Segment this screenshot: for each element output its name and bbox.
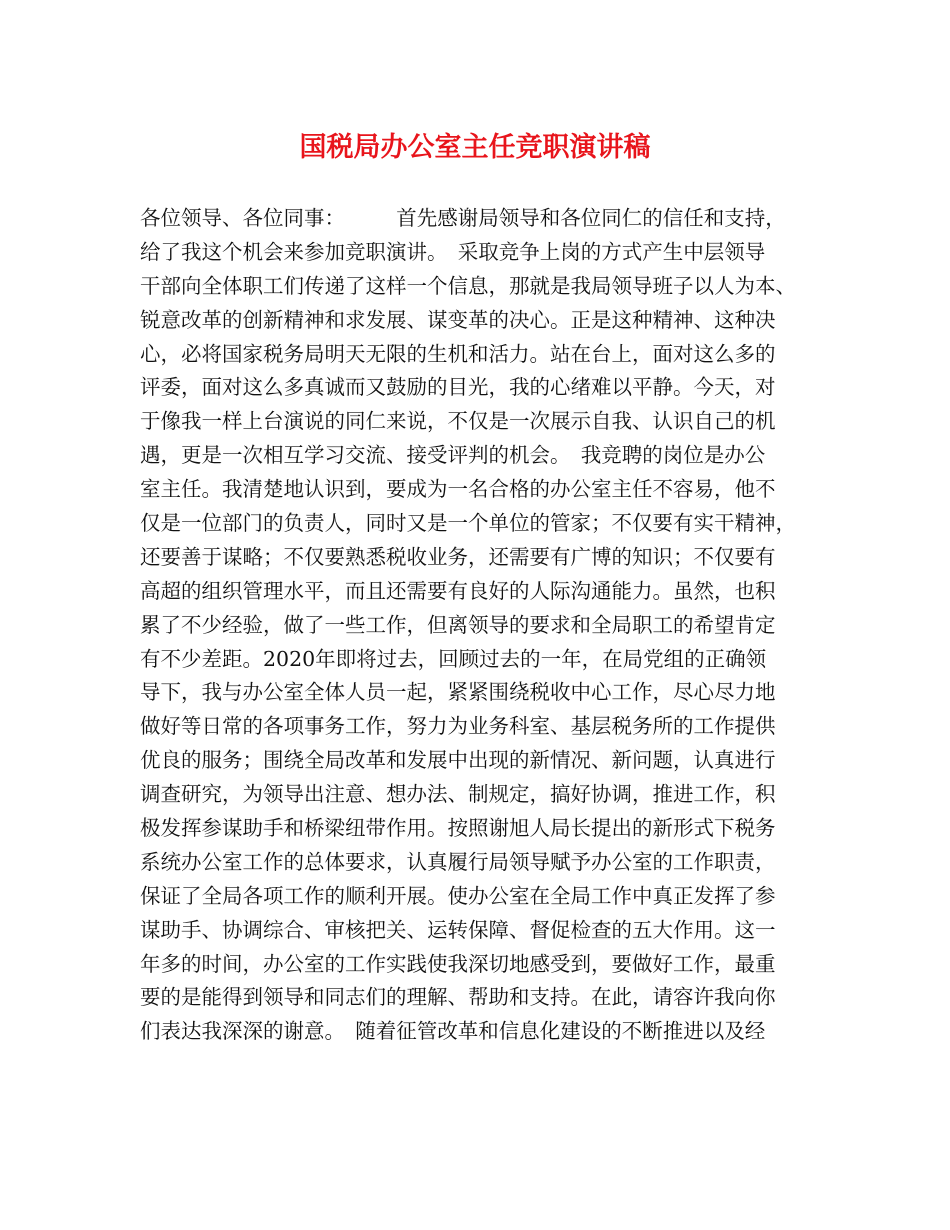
body-line-3: 干部向全体职工们传递了这样一个信息，那就是我局领导班子以人为本、 [140,273,796,298]
body-line-2: 给了我这个机会来参加竞职演讲。 采取竞争上岗的方式产生中层领导 [140,239,766,264]
body-line-25: 们表达我深深的谢意。 随着征管改革和信息化建设的不断推进以及经 [140,1019,766,1044]
body-line-4: 锐意改革的创新精神和求发展、谋变革的决心。正是这种精神、这种决 [140,307,776,332]
body-line-24: 要的是能得到领导和同志们的理解、帮助和支持。在此，请容许我向你 [140,985,776,1010]
body-line-13: 累了不少经验，做了一些工作，但离领导的要求和全局职工的希望肯定 [140,612,776,637]
body-line-19: 极发挥参谋助手和桥梁纽带作用。按照谢旭人局长提出的新形式下税务 [140,816,776,841]
body-line-18: 调查研究，为领导出注意、想办法、制规定，搞好协调，推进工作，积 [140,782,776,807]
body-line-17: 优良的服务；围绕全局改革和发展中出现的新情况、新问题，认真进行 [140,748,776,773]
body-line-22: 谋助手、协调综合、审核把关、运转保障、督促检查的五大作用。这一 [140,917,776,942]
document-title: 国税局办公室主任竞职演讲稿 [299,132,651,163]
document-body [140,202,830,1049]
body-line-14: 有不少差距。2020年即将过去，回顾过去的一年，在局党组的正确领 [140,646,767,671]
body-line-8: 遇，更是一次相互学习交流、接受评判的机会。 我竞聘的岗位是办公 [140,443,766,468]
body-line-15: 导下，我与办公室全体人员一起，紧紧围绕税收中心工作，尽心尽力地 [140,680,776,705]
body-line-1: 各位领导、各位同事： 首先感谢局领导和各位同仁的信任和支持， [140,206,786,230]
body-line-21: 保证了全局各项工作的顺利开展。使办公室在全局工作中真正发挥了参 [140,883,776,908]
body-line-5: 心，必将国家税务局明天无限的生机和活力。站在台上，面对这么多的 [140,341,776,366]
body-line-6: 评委，面对这么多真诚而又鼓励的目光，我的心绪难以平静。今天，对 [140,375,776,400]
body-line-11: 还要善于谋略；不仅要熟悉税收业务，还需要有广博的知识；不仅要有 [140,544,776,569]
body-line-10: 仅是一位部门的负责人，同时又是一个单位的管家；不仅要有实干精神， [140,511,796,536]
body-line-7: 于像我一样上台演说的同仁来说，不仅是一次展示自我、认识自己的机 [140,409,776,434]
body-line-9: 室主任。我清楚地认识到，要成为一名合格的办公室主任不容易，他不 [140,477,776,502]
body-line-16: 做好等日常的各项事务工作，努力为业务科室、基层税务所的工作提供 [140,714,776,739]
body-line-12: 高超的组织管理水平，而且还需要有良好的人际沟通能力。虽然，也积 [140,578,776,603]
body-line-23: 年多的时间，办公室的工作实践使我深切地感受到，要做好工作，最重 [140,951,776,976]
body-line-20: 系统办公室工作的总体要求，认真履行局领导赋予办公室的工作职责， [140,849,776,874]
